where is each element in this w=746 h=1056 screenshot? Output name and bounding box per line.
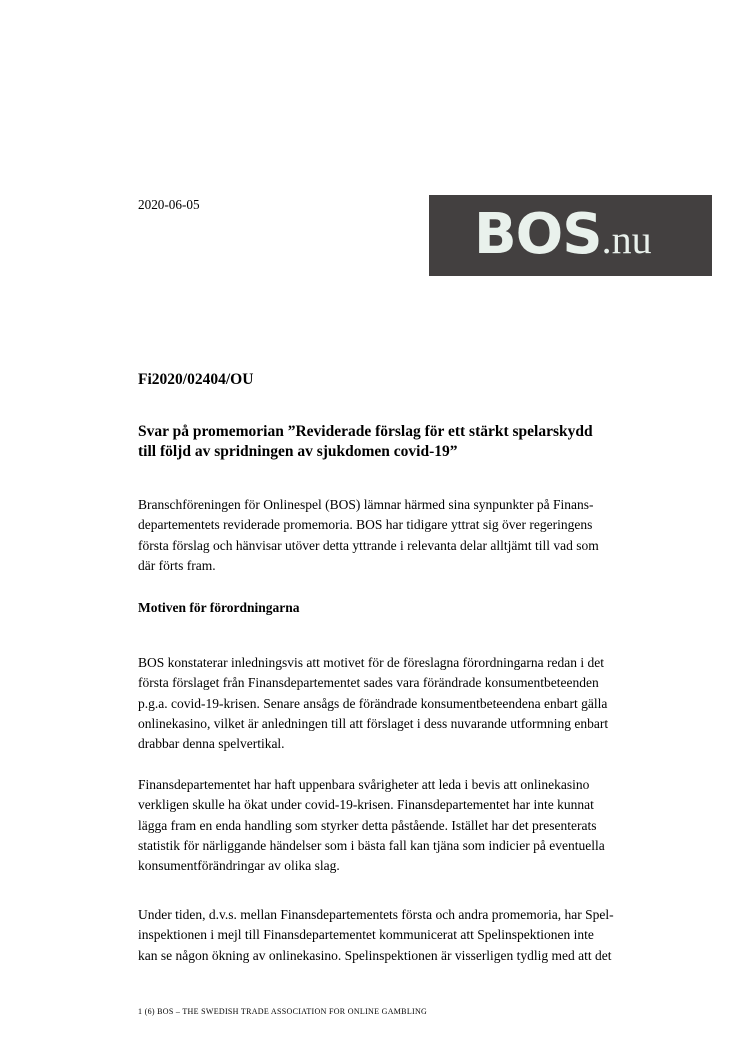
document-date: 2020-06-05 — [138, 197, 200, 212]
text-line: inspektionen i mejl till Finansdepartementet kommunicerat att Spelinspektionen inte — [138, 927, 594, 943]
paragraph-spelinspektionen — [138, 905, 708, 966]
logo-main: BOS — [474, 202, 602, 267]
text-line: p.g.a. covid-19-krisen. Senare ansågs de förändrade konsumentbeteendena enbart gälla — [138, 695, 608, 711]
heading-line: Svar på promemorian ”Reviderade förslag för ett stärkt spelarskydd — [138, 423, 593, 440]
text-line: drabbar denna spelvertikal. — [138, 736, 285, 752]
text-line: första förslag och hänvisar utöver detta yttrande i relevanta delar alltjämt till vad som — [138, 537, 599, 553]
text-line: lägga fram en enda handling som styrker detta påstående. Istället har det presenterats — [138, 817, 597, 833]
text-line: där förts fram. — [138, 557, 216, 573]
text-line: Branschföreningen för Onlinespel (BOS) lämnar härmed sina synpunkter på Finans- — [138, 497, 594, 512]
section-subheading: Motiven för förordningarna — [138, 600, 300, 615]
paragraph-evidence — [138, 775, 708, 876]
paragraph-intro — [138, 495, 708, 576]
paragraph-motive — [138, 653, 708, 754]
text-line: kan se någon ökning av onlinekasino. Spelinspektionen är visserligen tydlig med att det — [138, 947, 612, 963]
bos-logo-text — [474, 199, 652, 276]
bos-logo — [429, 195, 712, 276]
heading-line: till följd av spridningen av sjukdomen covid-19” — [138, 443, 458, 460]
text-line: verkligen skulle ha ökat under covid-19-krisen. Finansdepartementet har inte kunnat — [138, 797, 594, 813]
text-line: BOS konstaterar inledningsvis att motivet för de föreslagna förordningarna redan i det — [138, 655, 604, 670]
text-line: första förslaget från Finansdepartementet sades vara förändrade konsumentbeteenden — [138, 675, 599, 691]
text-line: konsumentförändringar av olika slag. — [138, 858, 340, 874]
text-line: statistik för närliggande händelser som i bästa fall kan tjäna som indicier på eventuella — [138, 837, 605, 853]
document-heading — [138, 422, 698, 462]
text-line: onlinekasino, vilket är anledningen till att förslaget i dess nuvarande utformning enbart — [138, 715, 609, 731]
text-line: departementets reviderade promemoria. BOS har tidigare yttrat sig över regeringens — [138, 517, 593, 533]
text-line: Under tiden, d.v.s. mellan Finansdepartementets första och andra promemoria, har Spel- — [138, 907, 614, 922]
text-line: Finansdepartementet har haft uppenbara svårigheter att leda i bevis att onlinekasino — [138, 777, 590, 792]
reference-number: Fi2020/02404/OU — [138, 371, 254, 388]
page-footer: 1 (6) BOS – THE SWEDISH TRADE ASSOCIATION FOR ONLINE GAMBLING — [138, 1007, 428, 1016]
logo-suffix: .nu — [601, 217, 652, 262]
